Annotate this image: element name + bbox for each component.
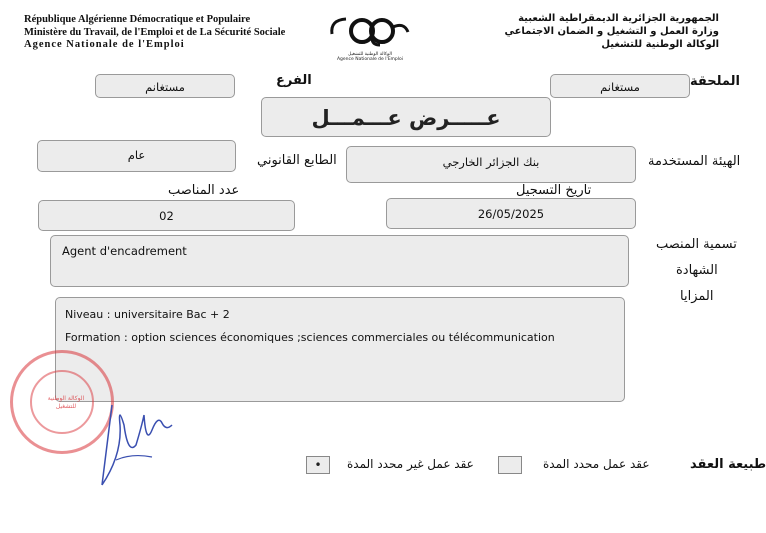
- anem-logo: [322, 14, 418, 64]
- header-ar-ministry: وزارة العمل و التشغيل و الضمان الاجتماعي: [504, 26, 719, 37]
- header-fr-agency: Agence Nationale de l'Emploi: [24, 39, 185, 50]
- contract-open-term-label: عقد عمل غير محدد المدة: [347, 457, 474, 471]
- branch-label: الفرع: [276, 73, 312, 88]
- legal-nature-field: [37, 140, 236, 172]
- contract-nature-label: طبيعة العقد: [690, 457, 766, 472]
- signature-icon: [92, 385, 182, 495]
- employer-field: [346, 146, 636, 183]
- employer-label: الهيئة المستخدمة: [648, 154, 741, 169]
- diploma-label: الشهادة: [676, 263, 718, 278]
- legal-nature-label: الطابع القانوني: [257, 153, 337, 168]
- benefits-label: المزايا: [680, 289, 714, 304]
- positions-label: عدد المناصب: [168, 183, 240, 198]
- registration-date-label: تاريخ التسجيل: [516, 183, 592, 198]
- official-stamp-text: الوكالة الوطنية للتشغيل: [47, 395, 85, 410]
- registration-date-value: 26/05/2025: [477, 207, 545, 221]
- job-title-value: Agent d'encadrement: [62, 244, 187, 258]
- header-ar-agency: الوكالة الوطنية للتشغيل: [601, 39, 719, 50]
- details-level: Niveau : universitaire Bac + 2: [65, 308, 230, 321]
- annex-field: [550, 74, 690, 98]
- registration-date-field: [386, 198, 636, 229]
- job-title-label: تسمية المنصب: [656, 237, 737, 252]
- header-ar-republic: الجمهورية الجزائرية الديمقراطية الشعبية: [518, 13, 719, 24]
- header-french: [24, 14, 285, 52]
- header-arabic: [504, 12, 719, 51]
- positions-value: 02: [159, 209, 174, 223]
- positions-field: [38, 200, 295, 231]
- job-title-field: [50, 235, 629, 287]
- employer-value: بنك الجزائر الخارجي: [442, 155, 540, 169]
- branch-value: مستغانم: [145, 80, 185, 94]
- contract-open-term-checkbox[interactable]: [306, 456, 330, 474]
- legal-nature-value: عام: [127, 148, 146, 162]
- header-fr-republic: République Algérienne Démocratique et Populaire: [24, 14, 251, 25]
- annex-label: الملحقة: [690, 74, 740, 89]
- contract-fixed-term-checkbox[interactable]: [498, 456, 522, 474]
- annex-value: مستغانم: [600, 80, 640, 94]
- offer-title: عـــــرض عـــمـــل: [311, 106, 501, 130]
- anem-logo-icon: [322, 14, 418, 48]
- logo-arabic-caption: الوكالة الوطنية للتشغيل: [348, 52, 392, 57]
- contract-fixed-term-label: عقد عمل محدد المدة: [543, 457, 650, 471]
- logo-french-caption: Agence Nationale de l'Emploi: [336, 57, 404, 62]
- offer-title-box: [261, 97, 551, 137]
- contract-open-term-check-mark: •: [314, 458, 322, 472]
- header-fr-ministry: Ministère du Travail, de l'Emploi et de La Sécurité Sociale: [24, 26, 286, 38]
- details-training: Formation : option sciences économiques ;sciences commerciales ou télécommunication: [65, 331, 555, 344]
- branch-field: [95, 74, 235, 98]
